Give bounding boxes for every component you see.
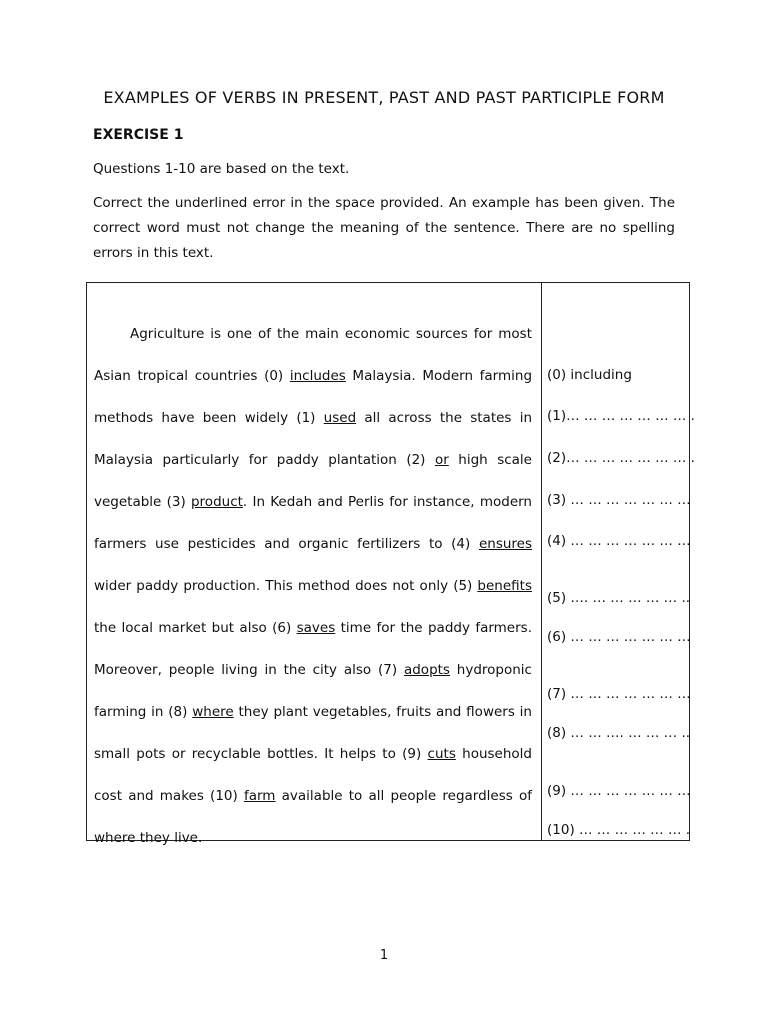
answer-blank-0: (0) including bbox=[547, 367, 632, 383]
page-number: 1 bbox=[379, 948, 389, 963]
passage-segment: all across the states in Malaysia particularly for paddy plantation (2) bbox=[94, 410, 532, 468]
passage-segment: they plant vegetables, fruits and flowers in small pots or recyclable bottles. It helps to (9) bbox=[94, 704, 532, 762]
answer-blank-2: (2)… … … … … … … . bbox=[547, 450, 695, 466]
underlined-error-word: or bbox=[434, 452, 449, 468]
answer-blank-10: (10) … … … … … … . bbox=[547, 822, 691, 838]
passage-segment: available to all people regardless of where they live. bbox=[94, 788, 532, 846]
underlined-error-word: adopts bbox=[403, 662, 450, 678]
underlined-error-word: farm bbox=[243, 788, 276, 804]
passage-segment: high scale vegetable (3) bbox=[94, 452, 532, 510]
answer-blank-8: (8) … … …. … … … .. bbox=[547, 725, 691, 741]
answer-blank-9: (9) … … … … … … … bbox=[547, 783, 691, 799]
document-title: EXAMPLES OF VERBS IN PRESENT, PAST AND PAST PARTICIPLE FORM bbox=[103, 88, 665, 107]
passage-segment: hydroponic farming in (8) bbox=[94, 662, 532, 720]
passage-segment: Malaysia. Modern farming methods have been widely (1) bbox=[94, 368, 533, 426]
answer-blank-1: (1)… … … … … … … . bbox=[547, 408, 695, 424]
answer-blank-6: (6) … … … … … … … bbox=[547, 629, 691, 645]
answer-blank-7: (7) … … … … … … … bbox=[547, 686, 691, 702]
underlined-error-word: saves bbox=[296, 620, 336, 636]
answer-blank-5: (5) …. … … … … … .. bbox=[547, 590, 691, 606]
column-divider bbox=[541, 283, 542, 840]
passage-segment: time for the paddy farmers. Moreover, people living in the city also (7) bbox=[94, 620, 532, 678]
answer-blank-4: (4) … … … … … … … bbox=[547, 533, 691, 549]
underlined-error-word: includes bbox=[289, 368, 346, 384]
instructions-paragraph: Correct the underlined error in the space provided. An example has been given. The correct word must not change the meaning of the sentence. There are no spelling errors in this text. bbox=[93, 195, 675, 261]
underlined-error-word: used bbox=[323, 410, 357, 426]
exercise-table bbox=[86, 282, 695, 846]
underlined-error-word: product bbox=[190, 494, 243, 510]
underlined-error-word: ensures bbox=[478, 536, 532, 552]
passage-segment: . In Kedah and Perlis for instance, modern farmers use pesticides and organic fertilizers to (4) bbox=[94, 494, 532, 552]
underlined-error-word: where bbox=[192, 704, 234, 720]
passage-segment: Agriculture is one of the main economic sources for most Asian tropical countries (0) bbox=[94, 326, 532, 384]
passage-segment: the local market but also (6) bbox=[94, 620, 297, 636]
exercise-heading: EXERCISE 1 bbox=[93, 127, 184, 143]
answer-blank-3: (3) … … … … … … … bbox=[547, 492, 691, 508]
passage-text bbox=[94, 313, 532, 859]
intro-line: Questions 1-10 are based on the text. bbox=[93, 161, 350, 177]
underlined-error-word: cuts bbox=[427, 746, 456, 762]
passage-segment: wider paddy production. This method does not only (5) bbox=[94, 578, 478, 594]
underlined-error-word: benefits bbox=[477, 578, 532, 594]
passage-segment: household cost and makes (10) bbox=[94, 746, 532, 804]
